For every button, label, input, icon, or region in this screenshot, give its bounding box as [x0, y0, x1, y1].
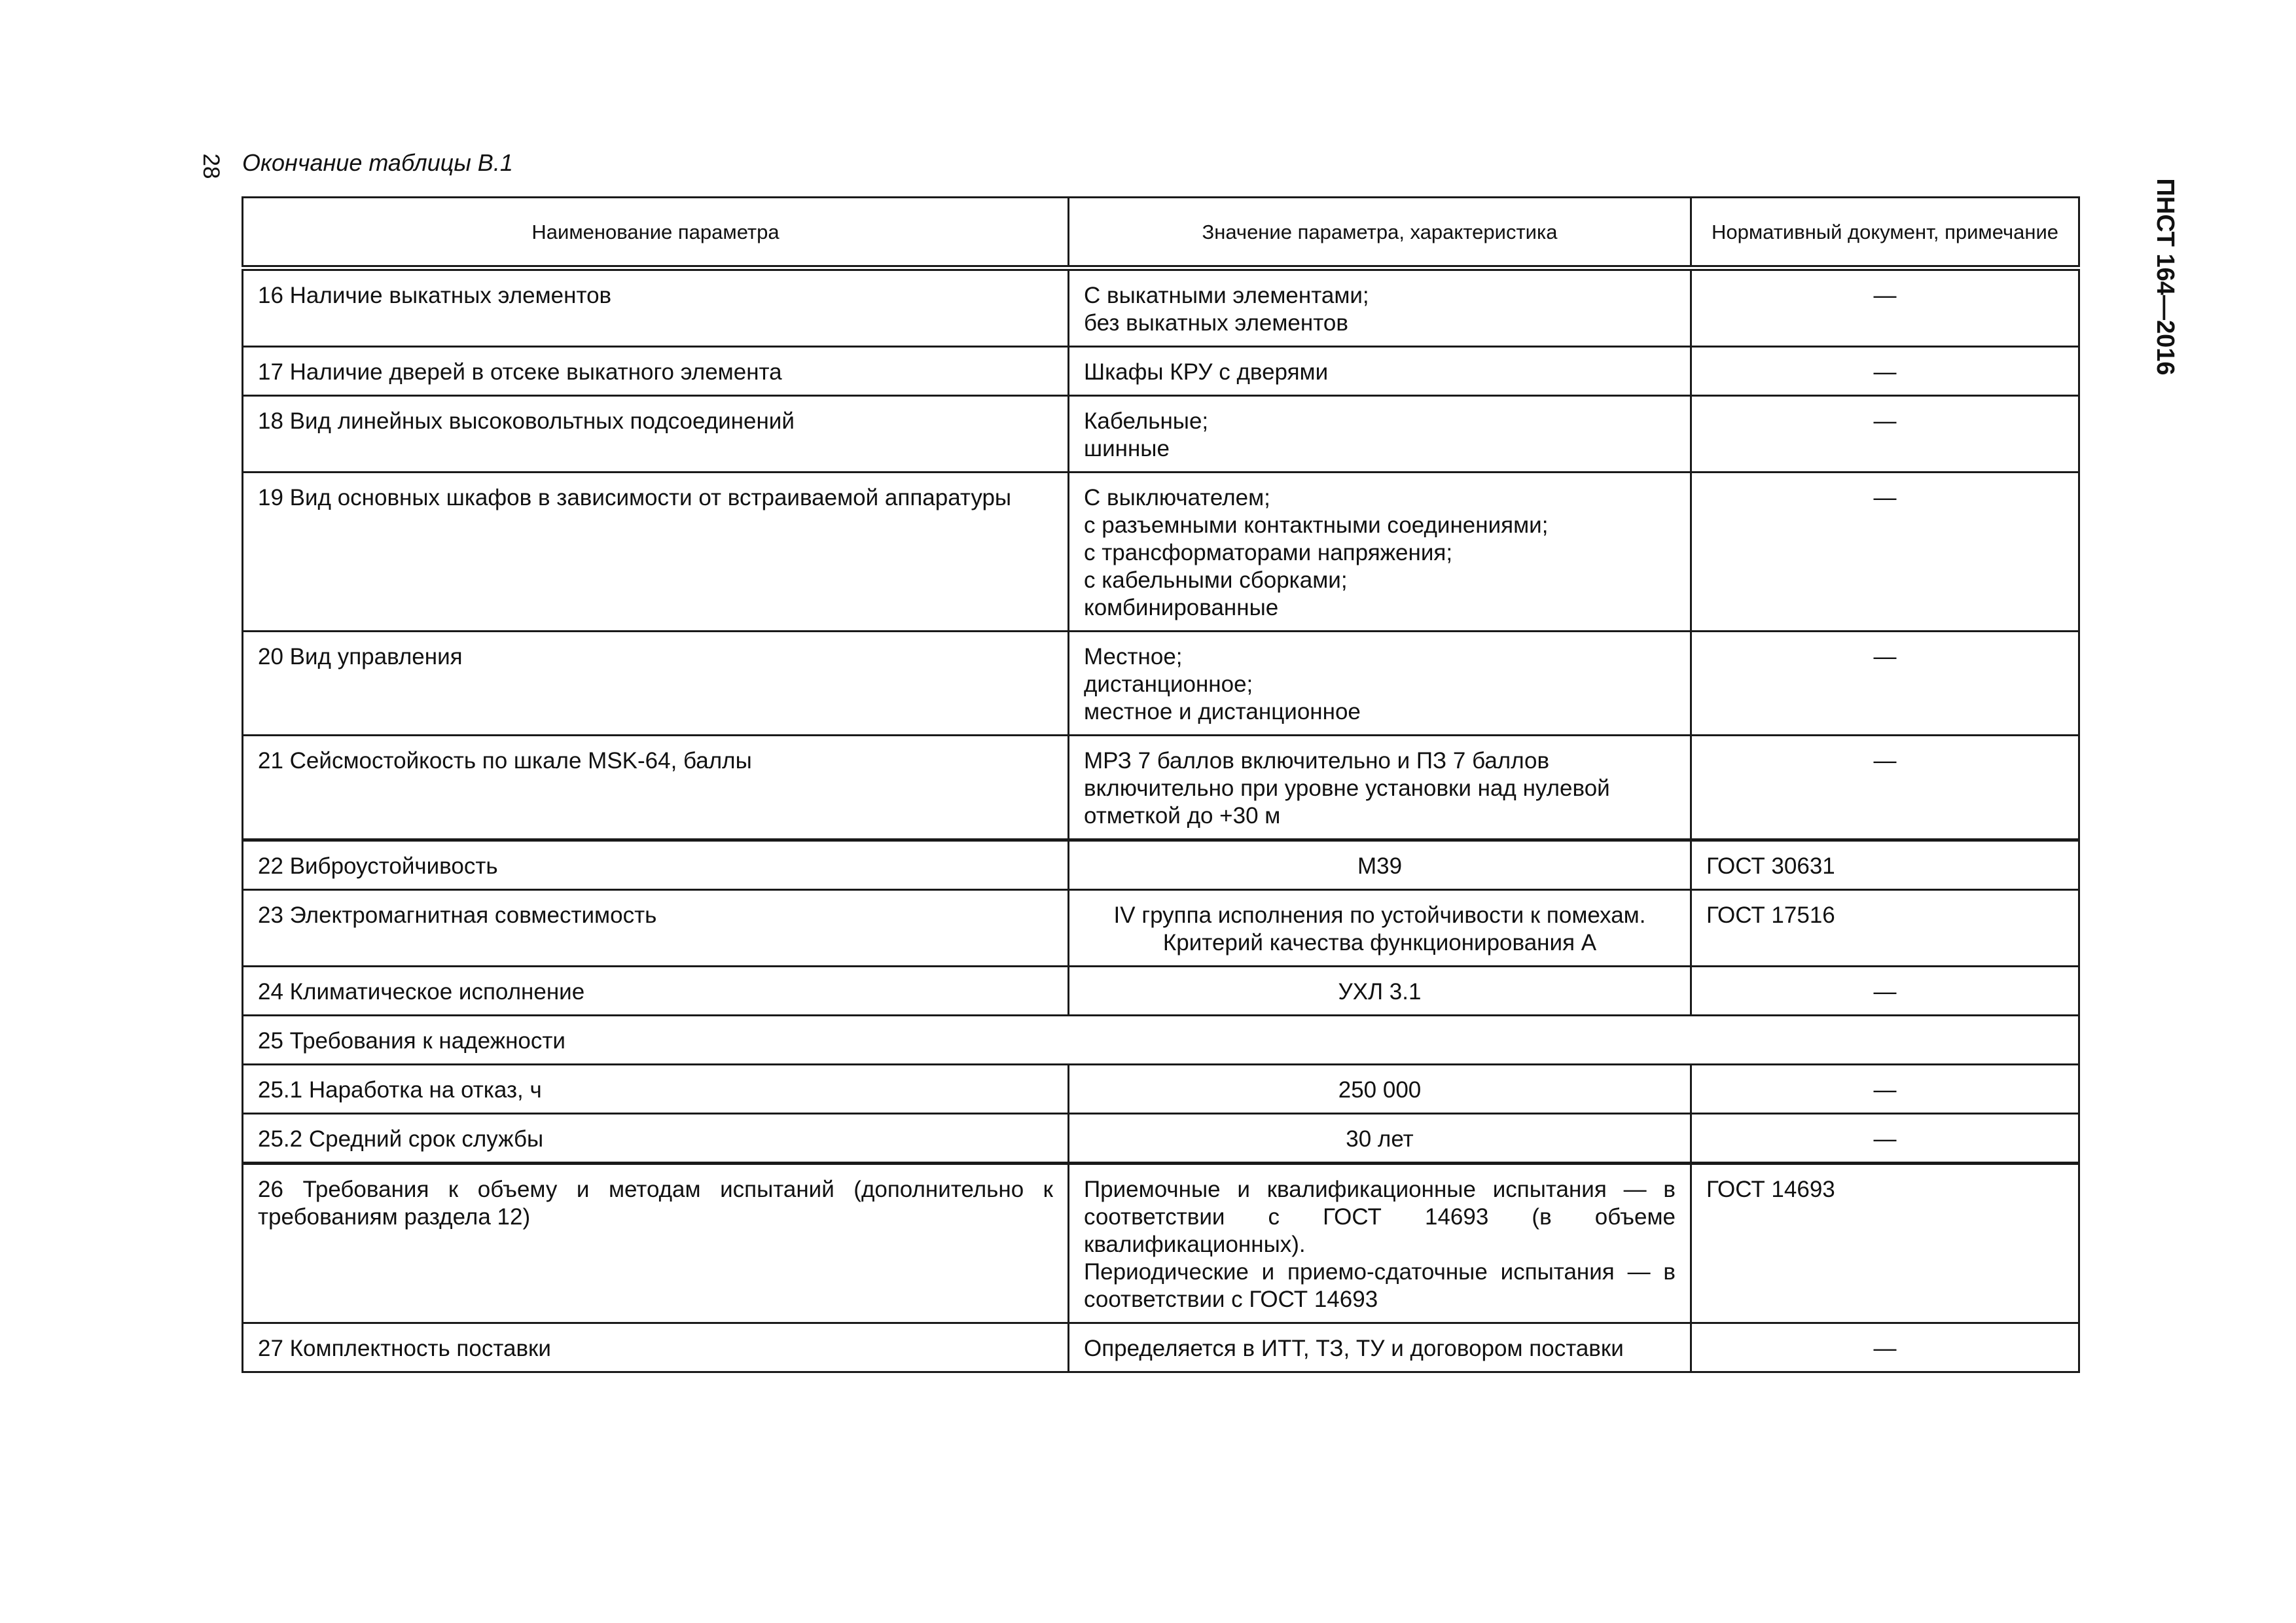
parameter-value [1069, 473, 1691, 632]
document-code: ПНСТ 164—2016 [2151, 178, 2179, 376]
table-row [243, 1016, 2079, 1065]
header-parameter-value: Значение параметра, характеристика [1069, 198, 1691, 268]
value-line: 30 лет [1346, 1126, 1414, 1152]
table-row [243, 1114, 2079, 1164]
parameter-value [1069, 396, 1691, 473]
header-normative-document: Нормативный документ, примечание [1691, 198, 2079, 268]
parameter-name: 25.2 Средний срок службы [243, 1114, 1069, 1164]
value-line: Периодические и приемо-сдаточные испытания — в соответствии с ГОСТ 14693 [1084, 1259, 1676, 1312]
page-number: 28 [198, 153, 224, 179]
table-header [243, 198, 2079, 268]
parameter-value [1069, 632, 1691, 736]
value-line: местное и дистанционное [1084, 699, 1361, 724]
parameter-value [1069, 1323, 1691, 1372]
value-line: МРЗ 7 баллов включительно и ПЗ 7 баллов включительно при уровне установки над нулевой отметкой до +30 м [1084, 748, 1610, 829]
value-line: Кабельные; [1084, 408, 1209, 434]
value-line: Шкафы КРУ с дверями [1084, 359, 1329, 385]
value-line: Местное; [1084, 644, 1183, 669]
table-row [243, 632, 2079, 736]
parameter-name: 23 Электромагнитная совместимость [243, 890, 1069, 967]
normative-document: ГОСТ 30631 [1691, 840, 2079, 890]
value-line: комбинированные [1084, 595, 1279, 620]
parameter-name: 27 Комплектность поставки [243, 1323, 1069, 1372]
parameter-value [1069, 347, 1691, 396]
parameter-value [1069, 1114, 1691, 1164]
value-line: шинные [1084, 436, 1170, 461]
value-line: с разъемными контактными соединениями; [1084, 512, 1549, 538]
parameter-name: 24 Климатическое исполнение [243, 967, 1069, 1016]
parameter-value [1069, 967, 1691, 1016]
parameter-value [1069, 1065, 1691, 1114]
table-row [243, 1065, 2079, 1114]
value-line: Приемочные и квалификационные испытания — в соответствии с ГОСТ 14693 (в объеме квалификационных). [1084, 1177, 1676, 1257]
normative-document: — [1691, 1114, 2079, 1164]
parameter-name: 16 Наличие выкатных элементов [243, 268, 1069, 347]
parameter-name: 22 Виброустойчивость [243, 840, 1069, 890]
parameter-value [1069, 1164, 1691, 1323]
normative-document: — [1691, 1065, 2079, 1114]
table-row [243, 268, 2079, 347]
normative-document: — [1691, 347, 2079, 396]
parameter-name: 25.1 Наработка на отказ, ч [243, 1065, 1069, 1114]
header-parameter-name: Наименование параметра [243, 198, 1069, 268]
parameters-table [242, 196, 2080, 1373]
value-line: С выключателем; [1084, 485, 1270, 510]
header-row [243, 198, 2079, 268]
parameter-value [1069, 268, 1691, 347]
parameter-name: 21 Сейсмостойкость по шкале MSK-64, баллы [243, 736, 1069, 840]
value-line: УХЛ 3.1 [1338, 979, 1422, 1005]
parameter-value [1069, 840, 1691, 890]
table-body [243, 268, 2079, 1372]
normative-document: ГОСТ 14693 [1691, 1164, 2079, 1323]
parameter-name: 20 Вид управления [243, 632, 1069, 736]
parameter-name: 17 Наличие дверей в отсеке выкатного элемента [243, 347, 1069, 396]
normative-document: — [1691, 967, 2079, 1016]
value-line: М39 [1357, 853, 1403, 879]
parameter-value [1069, 890, 1691, 967]
parameter-name: 19 Вид основных шкафов в зависимости от встраиваемой аппаратуры [243, 473, 1069, 632]
table-row [243, 347, 2079, 396]
normative-document: — [1691, 396, 2079, 473]
normative-document: — [1691, 473, 2079, 632]
table-row [243, 736, 2079, 840]
table-row [243, 473, 2079, 632]
normative-document: — [1691, 1323, 2079, 1372]
value-line: с трансформаторами напряжения; [1084, 540, 1453, 565]
parameter-name: 26 Требования к объему и методам испытаний (дополнительно к требованиям раздела 12) [243, 1164, 1069, 1323]
table-row [243, 890, 2079, 967]
value-line: 250 000 [1338, 1077, 1422, 1103]
table-row [243, 1164, 2079, 1323]
parameter-name: 18 Вид линейных высоковольтных подсоединений [243, 396, 1069, 473]
section-heading: 25 Требования к надежности [243, 1016, 2079, 1065]
table-row [243, 396, 2079, 473]
table-row [243, 1323, 2079, 1372]
parameter-value [1069, 736, 1691, 840]
value-line: с кабельными сборками; [1084, 567, 1348, 593]
value-line: Определяется в ИТТ, ТЗ, ТУ и договором поставки [1084, 1336, 1624, 1361]
table-row [243, 840, 2079, 890]
value-line: без выкатных элементов [1084, 310, 1348, 336]
value-line: Критерий качества функционирования А [1162, 930, 1597, 955]
normative-document: ГОСТ 17516 [1691, 890, 2079, 967]
normative-document: — [1691, 736, 2079, 840]
value-line: IV группа исполнения по устойчивости к помехам. [1113, 902, 1646, 928]
value-line: дистанционное; [1084, 671, 1253, 697]
normative-document: — [1691, 632, 2079, 736]
value-line: С выкатными элементами; [1084, 283, 1369, 308]
table-caption: Окончание таблицы В.1 [242, 149, 513, 176]
table-row [243, 967, 2079, 1016]
normative-document: — [1691, 268, 2079, 347]
